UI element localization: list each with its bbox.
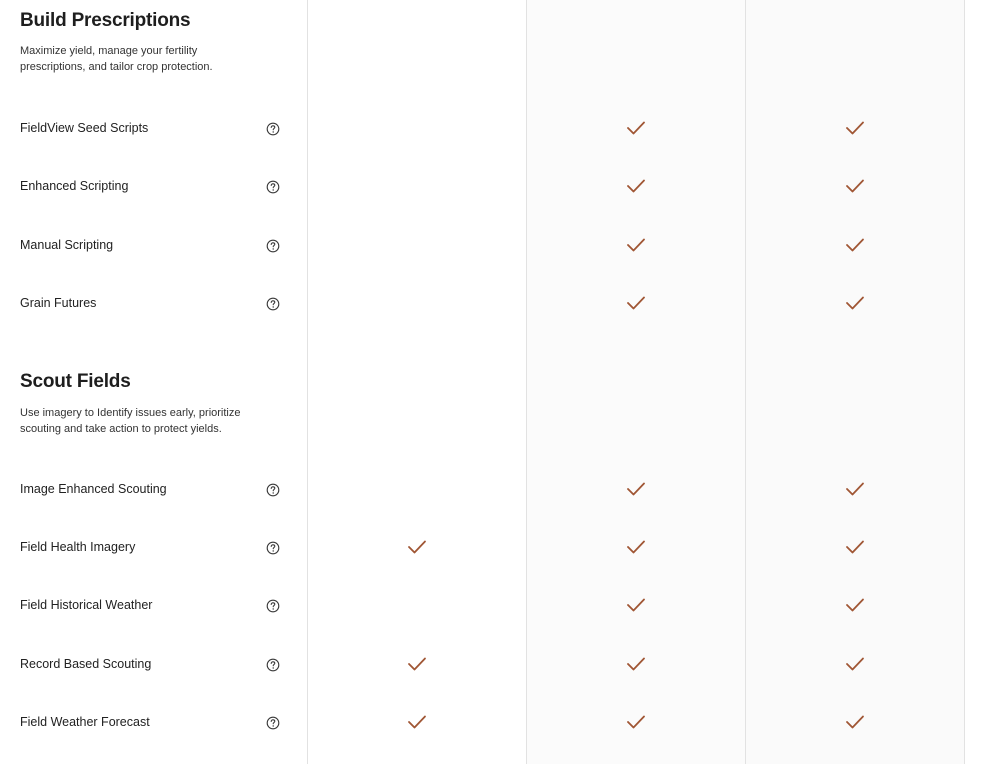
question-circle-icon[interactable] — [266, 716, 280, 730]
feature-row — [0, 708, 963, 738]
check-icon — [845, 656, 865, 672]
feature-label: FieldView Seed Scripts — [20, 121, 149, 135]
feature-row — [0, 289, 963, 319]
feature-row — [0, 475, 963, 505]
check-icon — [845, 597, 865, 613]
check-icon — [626, 597, 646, 613]
check-icon — [407, 539, 427, 555]
feature-label: Image Enhanced Scouting — [20, 482, 167, 496]
check-icon — [845, 237, 865, 253]
section-description: Maximize yield, manage your fertility prescriptions, and tailor crop protection. — [20, 45, 213, 73]
question-circle-icon[interactable] — [266, 658, 280, 672]
feature-label: Record Based Scouting — [20, 657, 152, 671]
question-circle-icon[interactable] — [266, 297, 280, 311]
check-icon — [626, 295, 646, 311]
check-icon — [845, 539, 865, 555]
question-circle-icon[interactable] — [266, 541, 280, 555]
section-title: Scout Fields — [20, 371, 131, 392]
check-icon — [845, 714, 865, 730]
check-icon — [626, 120, 646, 136]
check-icon — [626, 539, 646, 555]
feature-row — [0, 231, 963, 261]
feature-row — [0, 591, 963, 621]
check-icon — [845, 295, 865, 311]
question-circle-icon[interactable] — [266, 180, 280, 194]
question-circle-icon[interactable] — [266, 122, 280, 136]
feature-label: Field Health Imagery — [20, 540, 136, 554]
feature-label: Field Weather Forecast — [20, 715, 150, 729]
check-icon — [845, 120, 865, 136]
feature-row — [0, 650, 963, 680]
section-title: Build Prescriptions — [20, 10, 191, 31]
feature-row — [0, 114, 963, 144]
feature-label: Grain Futures — [20, 296, 97, 310]
section-description: Use imagery to Identify issues early, prioritize scouting and take action to protect yields. — [20, 407, 241, 435]
feature-row — [0, 172, 963, 202]
check-icon — [626, 178, 646, 194]
feature-row — [0, 533, 963, 563]
check-icon — [407, 714, 427, 730]
question-circle-icon[interactable] — [266, 483, 280, 497]
question-circle-icon[interactable] — [266, 599, 280, 613]
question-circle-icon[interactable] — [266, 239, 280, 253]
check-icon — [845, 481, 865, 497]
check-icon — [626, 656, 646, 672]
check-icon — [626, 481, 646, 497]
feature-label: Enhanced Scripting — [20, 179, 129, 193]
check-icon — [626, 237, 646, 253]
feature-label: Manual Scripting — [20, 238, 114, 252]
feature-label: Field Historical Weather — [20, 598, 153, 612]
check-icon — [407, 656, 427, 672]
check-icon — [626, 714, 646, 730]
check-icon — [845, 178, 865, 194]
